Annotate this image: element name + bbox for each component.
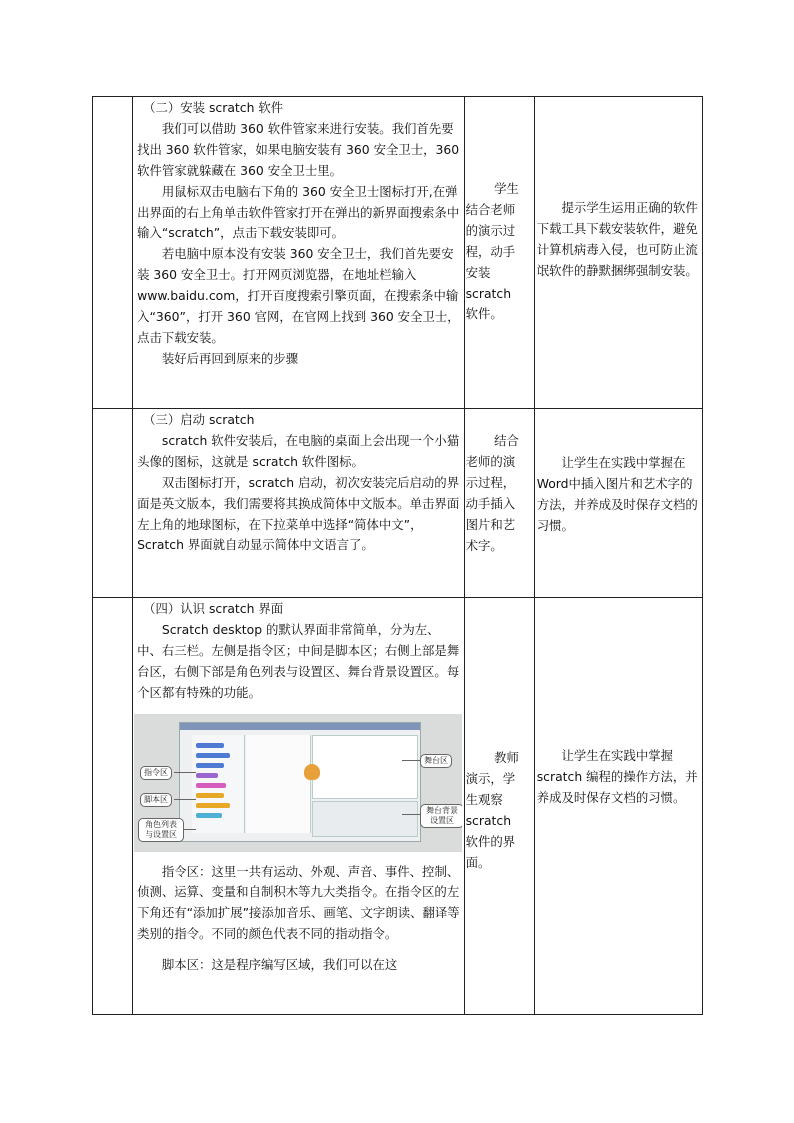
table-row [93, 97, 703, 409]
callout-sprites: 角色列表与设置区 [138, 818, 184, 842]
student-line: 生观察 [465, 791, 503, 807]
section-heading: （三）启动 scratch [143, 412, 255, 427]
student-line: 软件的界 [465, 833, 516, 849]
student-line: 图片和艺 [465, 516, 516, 532]
student-line: 结合 [494, 433, 519, 448]
student-line: 学生 [494, 181, 519, 196]
teaching-content-cell [133, 409, 465, 598]
intent-text: 让学生在实践中掌握在Word中插入图片和艺术字的方法，并养成及时保存文档的习惯。 [536, 455, 698, 533]
paragraph: 我们可以借助 360 软件管家来进行安装。我们首先要找出 360 软件管家，如果电脑安装有 360 安全卫士，360 软件管家就躲藏在 360 安全卫士里。 [137, 120, 460, 178]
paragraph: 双击图标打开，scratch 启动，初次安装完后启动的界面是英文版本，我们需要将其换成简体中文版本。单击界面左上角的地球图标，在下拉菜单中选择“简体中文”，Scratch 界面就自动显示简体中文语言了。 [137, 474, 460, 553]
student-activity-cell [464, 598, 534, 1015]
student-line: scratch [465, 285, 512, 301]
callout-commands: 指令区 [140, 766, 172, 780]
student-line: 安装 [465, 264, 491, 280]
callout-script: 脚本区 [140, 793, 172, 807]
intent-text: 提示学生运用正确的软件下载工具下载安装软件，避免计算机病毒入侵，也可防止流氓软件的静默捆绑强制安装。 [536, 200, 698, 278]
student-activity-cell [464, 97, 534, 409]
paragraph: 用鼠标双击电脑右下角的 360 安全卫士图标打开,在弹出界面的右上角单击软件管家打开在弹出的新界面搜索条中输入“scratch”，点击下载安装即可。 [137, 183, 460, 241]
scratch-interface-photo [134, 714, 462, 852]
sprite-pane [312, 801, 418, 837]
student-line: 的演示过 [465, 222, 516, 238]
paragraph: scratch 软件安装后，在电脑的桌面上会出现一个小猫头像的图标，这就是 scratch 软件图标。 [137, 432, 460, 469]
student-line: 程，动手 [465, 243, 516, 259]
student-line: 面。 [465, 854, 491, 870]
callout-backdrop: 舞台背景设置区 [420, 804, 462, 828]
student-line: scratch [465, 812, 512, 828]
teaching-content-cell [133, 97, 465, 409]
section-heading: （二）安装 scratch 软件 [143, 100, 284, 115]
section-heading: （四）认识 scratch 界面 [143, 601, 284, 616]
scratch-window [179, 722, 421, 842]
student-line: 软件。 [465, 306, 503, 322]
paragraph: 指令区：这里一共有运动、外观、声音、事件、控制、侦测、运算、变量和自制积木等九大类指令。在指令区的左下角还有“添加扩展”接添加音乐、画笔、文字朗读、翻译等类别的指令。不同的颜色代表不同的指动指令。 [137, 863, 460, 942]
student-line: 结合老师 [465, 201, 516, 217]
blocks-palette [192, 735, 245, 833]
table-row [93, 598, 703, 1015]
cat-sprite-icon [304, 764, 320, 780]
student-line: 演示，学 [465, 770, 516, 786]
blank-cell [93, 409, 133, 598]
design-intent-cell [534, 97, 702, 409]
blank-cell [93, 97, 133, 409]
intent-text: 让学生在实践中掌握 scratch 编程的操作方法，并养成及时保存文档的习惯。 [536, 748, 698, 805]
student-line: 示过程， [465, 474, 516, 490]
student-line: 老师的演 [465, 453, 516, 469]
lesson-plan-table [92, 96, 703, 1015]
paragraph: 脚本区：这是程序编写区域，我们可以在这 [161, 957, 398, 973]
blank-cell [93, 598, 133, 1015]
script-area [246, 735, 311, 833]
callout-stage: 舞台区 [420, 754, 452, 768]
stage-area [312, 735, 418, 799]
paragraph: 若电脑中原本没有安装 360 安全卫士，我们首先要安装 360 安全卫士。打开网页浏览器，在地址栏输入 www.baidu.com，打开百度搜索引擎页面，在搜索条中输入“360”，打开 360 官网，在官网上找到 360 安全卫士，点击下载安装。 [137, 246, 460, 345]
design-intent-cell [534, 598, 702, 1015]
paragraph: 装好后再回到原来的步骤 [161, 350, 299, 366]
student-activity-cell [464, 409, 534, 598]
teaching-content-cell [133, 598, 465, 1015]
student-line: 术字。 [465, 537, 503, 553]
table-row [93, 409, 703, 598]
student-line: 教师 [494, 750, 519, 765]
student-line: 动手插入 [465, 495, 516, 511]
design-intent-cell [534, 409, 702, 598]
paragraph: Scratch desktop 的默认界面非常简单，分为左、中、右三栏。左侧是指令区；中间是脚本区；右侧上部是舞台区，右侧下部是角色列表与设置区、舞台背景设置区。每个区都有特殊的功能。 [137, 621, 460, 700]
